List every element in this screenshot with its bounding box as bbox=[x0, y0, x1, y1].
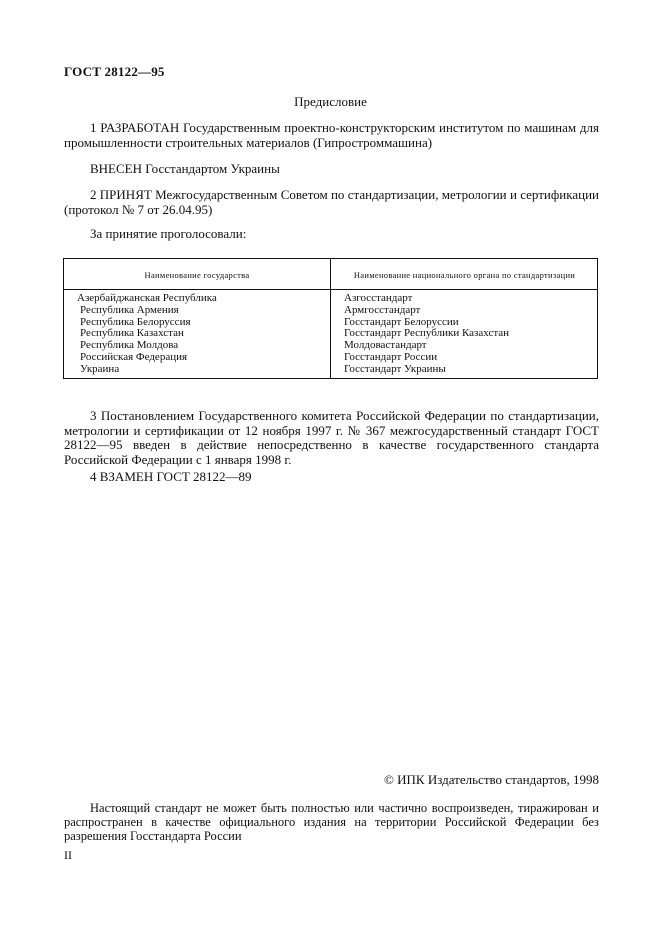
paragraph-introduced bbox=[64, 162, 599, 177]
copyright-notice: © ИПК Издательство стандартов, 1998 bbox=[384, 772, 599, 787]
standards-body-list bbox=[344, 293, 509, 376]
paragraph-voted bbox=[64, 227, 599, 242]
vote-table bbox=[63, 258, 598, 379]
standards-body-item: Азгосстандарт bbox=[344, 292, 413, 304]
state-item: Российская Федерация bbox=[80, 350, 188, 363]
paragraph-replaces-text: 4 ВЗАМЕН ГОСТ 28122—89 bbox=[90, 469, 252, 484]
state-item: Республика Казахстан bbox=[80, 327, 184, 340]
table-header-divider bbox=[64, 289, 597, 290]
paragraph-enacted-text: 3 Постановлением Государственного комитета Российской Федерации по стандартизации, метрологии и сертификации от 12 ноября 1997 г. № 367 межгосударственный стандарт ГОСТ 28122—95 введен в действие непосредственно в качестве государственного стандарта Российской Федерации с 1 января 1998 г. bbox=[64, 408, 599, 467]
table-header-state: Наименование государства bbox=[144, 270, 250, 280]
state-item: Республика Молдова bbox=[80, 339, 179, 352]
standards-body-item: Госстандарт Белоруссии bbox=[344, 315, 459, 328]
state-item: Азербайджанская Республика bbox=[77, 292, 217, 304]
standards-body-item: Госстандарт Республики Казахстан bbox=[344, 327, 510, 340]
state-item: Республика Белоруссия bbox=[80, 315, 191, 328]
paragraph-replaces bbox=[64, 470, 599, 485]
paragraph-introduced-text: ВНЕСЕН Госстандартом Украины bbox=[90, 161, 280, 176]
state-item: Республика Армения bbox=[80, 303, 179, 316]
standards-body-item: Армгосстандарт bbox=[344, 303, 421, 316]
paragraph-developed bbox=[64, 121, 599, 150]
state-list bbox=[77, 293, 217, 376]
reproduction-notice-text: Настоящий стандарт не может быть полностью или частично воспроизведен, тиражирован и распространен в качестве официального издания на территории Российской Федерации без разрешения Госстандарта России bbox=[64, 801, 599, 843]
page-number: II bbox=[64, 848, 72, 862]
standards-body-item: Госстандарт Украины bbox=[344, 362, 446, 375]
paragraph-adopted bbox=[64, 188, 599, 217]
paragraph-developed-text: 1 РАЗРАБОТАН Государственным проектно-конструкторским институтом по машинам для промышленности строительных материалов (Гипростроммашина) bbox=[64, 120, 599, 150]
table-header-body: Наименование национального органа по стандартизации bbox=[353, 270, 576, 280]
paragraph-voted-text: За принятие проголосовали: bbox=[90, 226, 247, 241]
paragraph-adopted-text: 2 ПРИНЯТ Межгосударственным Советом по стандартизации, метрологии и сертификации (протокол № 7 от 26.04.95) bbox=[64, 187, 599, 217]
document-code: ГОСТ 28122—95 bbox=[64, 64, 165, 79]
standards-body-item: Госстандарт России bbox=[344, 350, 438, 363]
reproduction-notice bbox=[64, 801, 599, 843]
section-heading: Предисловие bbox=[294, 94, 367, 109]
paragraph-enacted bbox=[64, 409, 599, 467]
state-item: Украина bbox=[80, 362, 120, 375]
standards-body-item: Молдовастандарт bbox=[344, 339, 427, 352]
